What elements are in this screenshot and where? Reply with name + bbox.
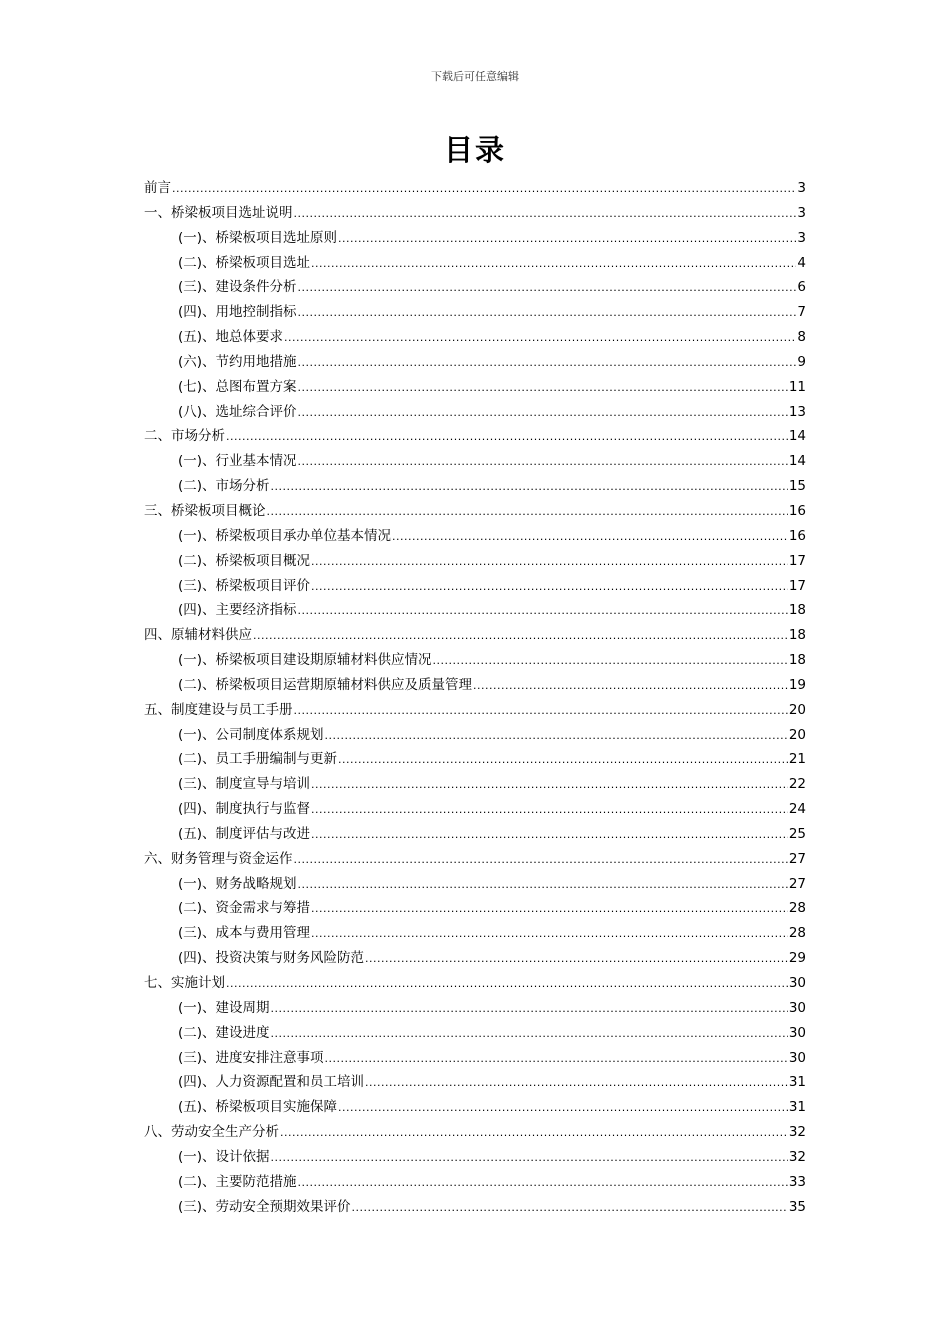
toc-entry-page-number: 11 — [788, 378, 806, 395]
toc-leader-dots — [365, 1071, 788, 1096]
toc-entry[interactable] — [144, 747, 806, 772]
toc-entry[interactable] — [144, 673, 806, 698]
toc-entry-label: (三)、建设条件分析 — [178, 279, 297, 296]
toc-leader-dots — [325, 1047, 788, 1072]
toc-entry[interactable] — [144, 872, 806, 897]
toc-entry[interactable] — [144, 1170, 806, 1195]
toc-leader-dots — [311, 575, 788, 600]
toc-entry-label: (五)、桥梁板项目实施保障 — [178, 1099, 338, 1116]
toc-entry[interactable] — [144, 499, 806, 524]
toc-entry[interactable] — [144, 424, 806, 449]
toc-entry[interactable] — [144, 549, 806, 574]
toc-leader-dots — [392, 525, 788, 550]
toc-entry-label: (一)、公司制度体系规划 — [178, 726, 324, 743]
toc-entry-label: (三)、劳动安全预期效果评价 — [178, 1198, 351, 1215]
toc-leader-dots — [298, 301, 797, 326]
toc-entry-page-number: 31 — [788, 1074, 806, 1091]
toc-entry-label: 四、原辅材料供应 — [144, 627, 252, 644]
toc-entry-page-number: 18 — [788, 602, 806, 619]
toc-entry-label: (二)、桥梁板项目选址 — [178, 254, 311, 271]
toc-entry-page-number: 17 — [788, 552, 806, 569]
toc-entry[interactable] — [144, 698, 806, 723]
toc-entry-label: 一、桥梁板项目选址说明 — [144, 204, 293, 221]
toc-leader-dots — [352, 1196, 788, 1221]
toc-entry-label: (二)、桥梁板项目运营期原辅材料供应及质量管理 — [178, 676, 473, 693]
toc-entry-page-number: 15 — [788, 478, 806, 495]
toc-entry-label: (四)、主要经济指标 — [178, 602, 297, 619]
toc-entry-label: 二、市场分析 — [144, 428, 225, 445]
toc-entry-page-number: 32 — [788, 1124, 806, 1141]
toc-entry-page-number: 7 — [797, 304, 806, 321]
toc-entry[interactable] — [144, 772, 806, 797]
toc-entry[interactable] — [144, 1021, 806, 1046]
toc-entry-page-number: 18 — [788, 652, 806, 669]
toc-entry[interactable] — [144, 896, 806, 921]
toc-entry[interactable] — [144, 971, 806, 996]
toc-leader-dots — [298, 1171, 788, 1196]
toc-leader-dots — [294, 699, 788, 724]
toc-entry-page-number: 17 — [788, 577, 806, 594]
toc-entry-label: (一)、财务战略规划 — [178, 875, 297, 892]
toc-entry-page-number: 31 — [788, 1099, 806, 1116]
toc-entry-label: (五)、制度评估与改进 — [178, 825, 311, 842]
toc-entry-label: 三、桥梁板项目概论 — [144, 502, 266, 519]
toc-leader-dots — [325, 724, 788, 749]
toc-entry[interactable] — [144, 946, 806, 971]
page-title: 目录 — [443, 133, 506, 167]
toc-entry[interactable] — [144, 1120, 806, 1145]
toc-leader-dots — [433, 649, 788, 674]
toc-leader-dots — [298, 599, 788, 624]
toc-entry-page-number: 18 — [788, 627, 806, 644]
toc-entry-label: 七、实施计划 — [144, 975, 225, 991]
toc-leader-dots — [298, 276, 797, 301]
toc-entry-label: (四)、制度执行与监督 — [178, 801, 311, 818]
toc-entry-label: (二)、市场分析 — [178, 478, 270, 495]
toc-entry-label: (七)、总图布置方案 — [178, 378, 297, 395]
toc-leader-dots — [172, 177, 796, 202]
toc-entry-page-number: 4 — [797, 254, 806, 271]
toc-leader-dots — [271, 1146, 788, 1171]
toc-entry-page-number: 6 — [797, 279, 806, 296]
toc-entry[interactable] — [144, 1046, 806, 1071]
toc-leader-dots — [338, 1096, 788, 1121]
toc-entry-page-number: 3 — [797, 229, 806, 246]
toc-entry-label: (三)、成本与费用管理 — [178, 925, 311, 942]
toc-entry[interactable] — [144, 300, 806, 325]
toc-entry-label: (五)、地总体要求 — [178, 329, 284, 346]
toc-entry-page-number: 3 — [797, 180, 806, 196]
toc-entry-page-number: 20 — [788, 726, 806, 743]
toc-entry-label: (一)、设计依据 — [178, 1148, 270, 1165]
toc-leader-dots — [298, 450, 788, 475]
toc-leader-dots — [298, 376, 788, 401]
toc-leader-dots — [311, 798, 788, 823]
toc-entry-page-number: 16 — [788, 502, 806, 519]
toc-entry-page-number: 30 — [788, 1024, 806, 1041]
toc-entry-page-number: 20 — [788, 701, 806, 718]
page-header: 下载后可任意编辑 — [431, 70, 519, 83]
toc-entry-label: (二)、员工手册编制与更新 — [178, 751, 338, 768]
toc-entry-page-number: 21 — [788, 751, 806, 768]
toc-leader-dots — [298, 351, 797, 376]
toc-entry-page-number: 29 — [788, 950, 806, 967]
toc-entry-label: (一)、建设周期 — [178, 999, 270, 1016]
toc-leader-dots — [294, 848, 788, 873]
toc-entry-page-number: 28 — [788, 925, 806, 942]
toc-entry-label: 前言 — [144, 180, 171, 196]
toc-leader-dots — [311, 897, 788, 922]
toc-entry-page-number: 13 — [788, 403, 806, 420]
toc-entry-label: 六、财务管理与资金运作 — [144, 850, 293, 867]
toc-leader-dots — [298, 873, 788, 898]
toc-entry[interactable] — [144, 524, 806, 549]
toc-entry-label: (三)、桥梁板项目评价 — [178, 577, 311, 594]
toc-entry-page-number: 14 — [788, 453, 806, 470]
toc-leader-dots — [311, 252, 796, 277]
toc-leader-dots — [311, 823, 788, 848]
toc-leader-dots — [298, 401, 788, 426]
toc-entry-page-number: 27 — [788, 875, 806, 892]
toc-entry-label: (二)、桥梁板项目概况 — [178, 552, 311, 569]
toc-entry-page-number: 14 — [788, 428, 806, 445]
toc-leader-dots — [311, 550, 788, 575]
toc-entry-label: (一)、桥梁板项目建设期原辅材料供应情况 — [178, 652, 432, 669]
toc-entry-label: (六)、节约用地措施 — [178, 353, 297, 370]
toc-entry-page-number: 27 — [788, 850, 806, 867]
toc-entry-label: (二)、资金需求与筹措 — [178, 900, 311, 917]
toc-leader-dots — [311, 922, 788, 947]
toc-entry[interactable] — [144, 176, 806, 201]
toc-entry[interactable] — [144, 648, 806, 673]
toc-entry[interactable] — [144, 400, 806, 425]
toc-entry-label: 五、制度建设与员工手册 — [144, 701, 293, 718]
toc-leader-dots — [271, 997, 788, 1022]
table-of-contents — [144, 176, 806, 1219]
toc-leader-dots — [280, 1121, 788, 1146]
toc-entry-page-number: 33 — [788, 1173, 806, 1190]
toc-entry[interactable] — [144, 847, 806, 872]
toc-entry[interactable] — [144, 375, 806, 400]
toc-entry[interactable] — [144, 325, 806, 350]
toc-entry-label: (八)、选址综合评价 — [178, 403, 297, 420]
toc-entry-page-number: 3 — [797, 204, 806, 221]
toc-entry-label: (三)、进度安排注意事项 — [178, 1049, 324, 1066]
toc-leader-dots — [226, 425, 788, 450]
toc-entry-page-number: 8 — [797, 329, 806, 346]
toc-entry[interactable] — [144, 1095, 806, 1120]
toc-entry-page-number: 28 — [788, 900, 806, 917]
toc-leader-dots — [226, 972, 788, 997]
toc-entry[interactable] — [144, 723, 806, 748]
toc-entry[interactable] — [144, 1195, 806, 1220]
toc-entry-page-number: 16 — [788, 527, 806, 544]
toc-entry-page-number: 24 — [788, 801, 806, 818]
toc-entry[interactable] — [144, 574, 806, 599]
toc-entry-label: (一)、桥梁板项目选址原则 — [178, 229, 338, 246]
toc-leader-dots — [267, 500, 788, 525]
toc-leader-dots — [253, 624, 788, 649]
toc-entry-page-number: 25 — [788, 825, 806, 842]
toc-entry[interactable] — [144, 350, 806, 375]
toc-entry[interactable] — [144, 1145, 806, 1170]
toc-leader-dots — [365, 947, 788, 972]
toc-leader-dots — [271, 475, 788, 500]
toc-entry[interactable] — [144, 449, 806, 474]
toc-entry[interactable] — [144, 598, 806, 623]
toc-entry[interactable] — [144, 275, 806, 300]
toc-entry-label: (二)、主要防范措施 — [178, 1173, 297, 1190]
toc-entry[interactable] — [144, 623, 806, 648]
toc-entry-page-number: 30 — [788, 999, 806, 1016]
toc-leader-dots — [284, 326, 796, 351]
toc-entry-label: 八、劳动安全生产分析 — [144, 1124, 279, 1141]
toc-entry-page-number: 30 — [788, 1049, 806, 1066]
toc-entry-label: (四)、投资决策与财务风险防范 — [178, 950, 365, 967]
toc-leader-dots — [294, 202, 797, 227]
toc-entry-label: (四)、用地控制指标 — [178, 304, 297, 321]
toc-entry-page-number: 19 — [788, 676, 806, 693]
toc-leader-dots — [311, 773, 788, 798]
toc-entry[interactable] — [144, 474, 806, 499]
toc-entry[interactable] — [144, 797, 806, 822]
toc-leader-dots — [473, 674, 788, 699]
toc-leader-dots — [338, 227, 796, 252]
toc-entry[interactable] — [144, 1070, 806, 1095]
toc-leader-dots — [338, 748, 788, 773]
toc-entry-page-number: 32 — [788, 1148, 806, 1165]
toc-entry-page-number: 22 — [788, 776, 806, 793]
toc-entry-label: (一)、行业基本情况 — [178, 453, 297, 470]
toc-entry-page-number: 9 — [797, 353, 806, 370]
toc-entry[interactable] — [144, 822, 806, 847]
toc-entry-label: (三)、制度宣导与培训 — [178, 776, 311, 793]
toc-entry[interactable] — [144, 996, 806, 1021]
toc-entry[interactable] — [144, 251, 806, 276]
toc-entry-label: (四)、人力资源配置和员工培训 — [178, 1074, 365, 1091]
toc-entry-label: (一)、桥梁板项目承办单位基本情况 — [178, 527, 392, 544]
toc-entry[interactable] — [144, 921, 806, 946]
toc-entry[interactable] — [144, 226, 806, 251]
toc-entry-label: (二)、建设进度 — [178, 1024, 270, 1041]
toc-leader-dots — [271, 1022, 788, 1047]
toc-entry-page-number: 35 — [788, 1198, 806, 1215]
toc-entry-page-number: 30 — [788, 975, 806, 991]
toc-entry[interactable] — [144, 201, 806, 226]
